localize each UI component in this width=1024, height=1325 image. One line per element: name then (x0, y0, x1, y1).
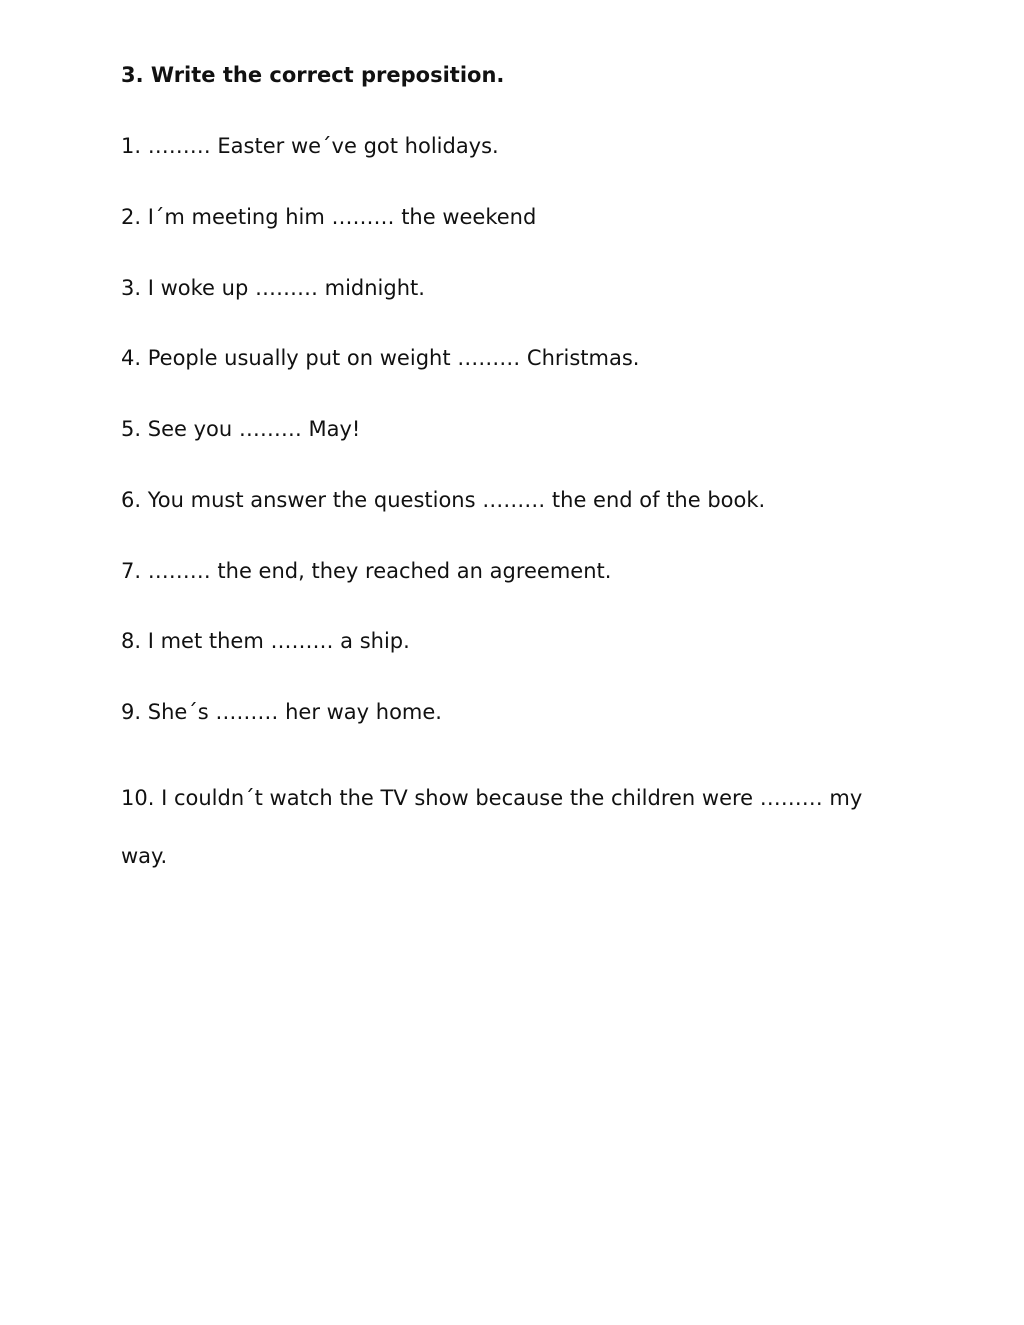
exercise-item-1 (121, 132, 499, 160)
item-text: She´s ……… her way home. (147, 700, 442, 724)
item-number: 8. (121, 629, 142, 653)
item-number: 3. (121, 276, 142, 300)
item-number: 6. (121, 488, 142, 512)
exercise-item-8 (121, 627, 410, 655)
exercise-item-4 (121, 344, 639, 372)
item-number: 1. (121, 134, 142, 158)
item-text: You must answer the questions ……… the end of the book. (147, 488, 766, 512)
item-number: 9. (121, 700, 142, 724)
item-text: I met them ……… a ship. (147, 629, 410, 653)
exercise-item-5 (121, 415, 360, 443)
item-number: 7. (121, 559, 142, 583)
item-text: People usually put on weight ……… Christmas. (147, 346, 640, 370)
exercise-item-10 (121, 769, 901, 885)
item-text: ……… the end, they reached an agreement. (147, 559, 612, 583)
exercise-item-7 (121, 557, 611, 585)
item-number: 5. (121, 417, 142, 441)
item-text: I woke up ……… midnight. (147, 276, 425, 300)
item-text: I´m meeting him ……… the weekend (147, 205, 537, 229)
exercise-heading: 3. Write the correct preposition. (121, 63, 505, 87)
item-number: 2. (121, 205, 142, 229)
item-text: ……… Easter we´ve got holidays. (147, 134, 499, 158)
item-text: See you ……… May! (147, 417, 361, 441)
item-text: I couldn´t watch the TV show because the children were ……… my way. (121, 786, 863, 868)
item-number: 4. (121, 346, 142, 370)
exercise-item-2 (121, 203, 536, 231)
exercise-item-3 (121, 274, 425, 302)
item-number: 10. (121, 786, 155, 810)
exercise-item-9 (121, 698, 442, 726)
exercise-item-6 (121, 486, 765, 514)
